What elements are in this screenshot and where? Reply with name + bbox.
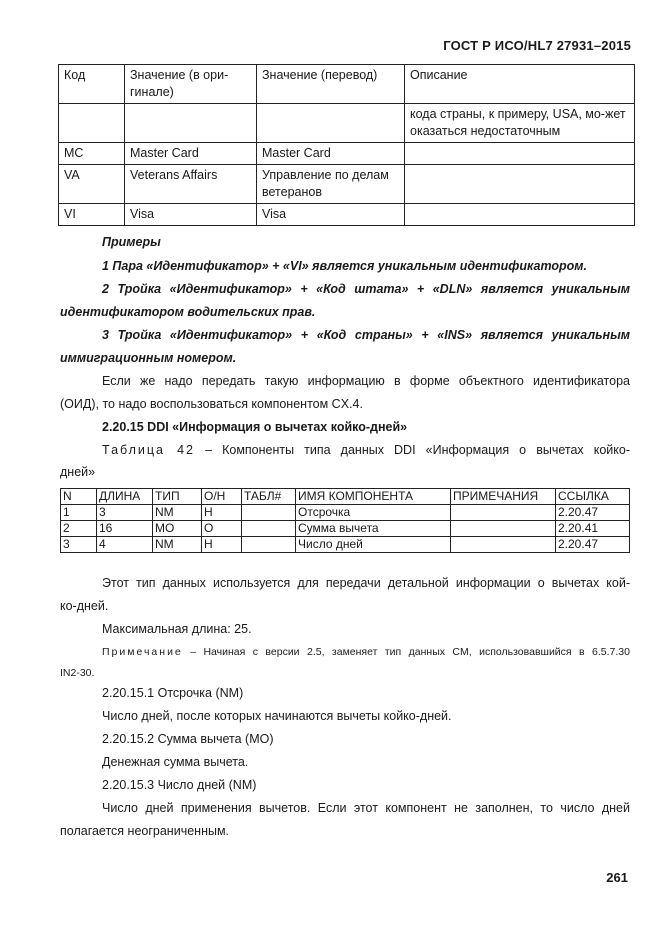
table-cell: Visa xyxy=(125,204,257,226)
table-cell: MO xyxy=(153,521,202,537)
table-cell xyxy=(242,505,296,521)
table-row xyxy=(59,104,635,143)
table-cell: MC xyxy=(59,143,125,165)
table-header-cell: N xyxy=(61,489,97,505)
table-cell: NM xyxy=(153,505,202,521)
table-cell xyxy=(451,505,556,521)
table-cell: 3 xyxy=(61,537,97,553)
paragraph-detail-line-2: ко-дней. xyxy=(60,599,109,613)
note-label: Примечание xyxy=(102,646,183,658)
table-row xyxy=(59,204,635,226)
page-number: 261 xyxy=(606,870,628,885)
table-cell xyxy=(242,537,296,553)
table-header-cell: Значение (в ори-гинале) xyxy=(125,65,257,104)
paragraph-oid-line-2: (ОИД), то надо воспользоваться компонентом CX.4. xyxy=(60,397,363,411)
subsection-2-text: Денежная сумма вычета. xyxy=(102,755,249,769)
subsection-3-title: 2.20.15.3 Число дней (NM) xyxy=(102,778,257,792)
table-cell: Н xyxy=(202,537,242,553)
table-cell: 2 xyxy=(61,521,97,537)
table-header-cell: ИМЯ КОМПОНЕНТА xyxy=(296,489,451,505)
document-header: ГОСТ Р ИСО/HL7 27931–2015 xyxy=(443,38,631,53)
max-length: Максимальная длина: 25. xyxy=(102,622,252,636)
table-header-cell: ПРИМЕЧАНИЯ xyxy=(451,489,556,505)
table-cell: 3 xyxy=(97,505,153,521)
codes-table xyxy=(58,64,635,226)
table-cell: Н xyxy=(202,505,242,521)
table-row xyxy=(59,165,635,204)
table-cell xyxy=(242,521,296,537)
subsection-2-title: 2.20.15.2 Сумма вычета (MO) xyxy=(102,732,274,746)
table-cell: 1 xyxy=(61,505,97,521)
table-cell: Число дней xyxy=(296,537,451,553)
table-cell: Visa xyxy=(257,204,405,226)
subsection-1-title: 2.20.15.1 Отсрочка (NM) xyxy=(102,686,244,700)
table-cell: Master Card xyxy=(257,143,405,165)
example-2-line-2: идентификатором водительских прав. xyxy=(60,305,316,319)
table-row xyxy=(61,505,630,521)
table-cell: Сумма вычета xyxy=(296,521,451,537)
note-line-1 xyxy=(102,643,630,661)
table-caption-label: Таблица 42 xyxy=(102,443,195,457)
table-cell: NM xyxy=(153,537,202,553)
table-cell xyxy=(405,204,635,226)
subsection-3-text-line-1: Число дней применения вычетов. Если этот компонент не заполнен, то число дней xyxy=(102,801,630,815)
note-text: – Начиная с версии 2.5, заменяет тип данных CM, использовавшийся в 6.5.7.30 xyxy=(182,646,630,658)
table-cell xyxy=(405,165,635,204)
table-header-cell: ТАБЛ# xyxy=(242,489,296,505)
note-line-2: IN2-30. xyxy=(60,667,95,679)
subsection-3-text-line-2: полагается неограниченным. xyxy=(60,824,230,838)
table-header-cell: Код xyxy=(59,65,125,104)
table-header-cell: ССЫЛКА xyxy=(556,489,630,505)
table-cell: Master Card xyxy=(125,143,257,165)
table-row xyxy=(61,521,630,537)
table-header-cell: ДЛИНА xyxy=(97,489,153,505)
table-cell: Veterans Affairs xyxy=(125,165,257,204)
example-3-line-1: 3 Тройка «Идентификатор» + «Код страны» + «INS» является уникальным xyxy=(102,328,630,342)
table-caption-line-1 xyxy=(102,441,630,459)
example-3-line-2: иммиграционным номером. xyxy=(60,351,237,365)
table-cell: VA xyxy=(59,165,125,204)
table-header-row xyxy=(59,65,635,104)
components-table xyxy=(60,488,630,553)
table-cell: О xyxy=(202,521,242,537)
example-1: 1 Пара «Идентификатор» + «VI» является уникальным идентификатором. xyxy=(102,259,588,273)
section-title: 2.20.15 DDI «Информация о вычетах койко-дней» xyxy=(102,420,408,434)
table-row xyxy=(59,143,635,165)
table-header-cell: Значение (перевод) xyxy=(257,65,405,104)
table-cell xyxy=(405,143,635,165)
table-header-cell: Описание xyxy=(405,65,635,104)
table-cell: Управление по делам ветеранов xyxy=(257,165,405,204)
table-cell xyxy=(451,521,556,537)
table-cell: кода страны, к примеру, USA, мо-жет оказаться недостаточным xyxy=(405,104,635,143)
paragraph-oid-line-1: Если же надо передать такую информацию в форме объектного идентификатора xyxy=(102,374,630,388)
table-row xyxy=(61,537,630,553)
table-caption-line-2: дней» xyxy=(60,465,96,479)
examples-title: Примеры xyxy=(102,235,161,249)
table-cell: VI xyxy=(59,204,125,226)
table-cell: Отсрочка xyxy=(296,505,451,521)
table-cell: 4 xyxy=(97,537,153,553)
table-cell xyxy=(451,537,556,553)
table-cell xyxy=(59,104,125,143)
table-header-row xyxy=(61,489,630,505)
table-cell: 2.20.47 xyxy=(556,505,630,521)
table-cell xyxy=(257,104,405,143)
table-cell: 16 xyxy=(97,521,153,537)
subsection-1-text: Число дней, после которых начинаются вычеты койко-дней. xyxy=(102,709,452,723)
table-header-cell: ТИП xyxy=(153,489,202,505)
table-cell xyxy=(125,104,257,143)
paragraph-detail-line-1: Этот тип данных используется для передачи детальной информации о вычетах кой- xyxy=(102,576,630,590)
table-cell: 2.20.41 xyxy=(556,521,630,537)
example-2-line-1: 2 Тройка «Идентификатор» + «Код штата» + «DLN» является уникальным xyxy=(102,282,630,296)
table-caption-text: – Компоненты типа данных DDI «Информация о вычетах койко- xyxy=(195,443,631,457)
table-cell: 2.20.47 xyxy=(556,537,630,553)
table-header-cell: О/Н xyxy=(202,489,242,505)
